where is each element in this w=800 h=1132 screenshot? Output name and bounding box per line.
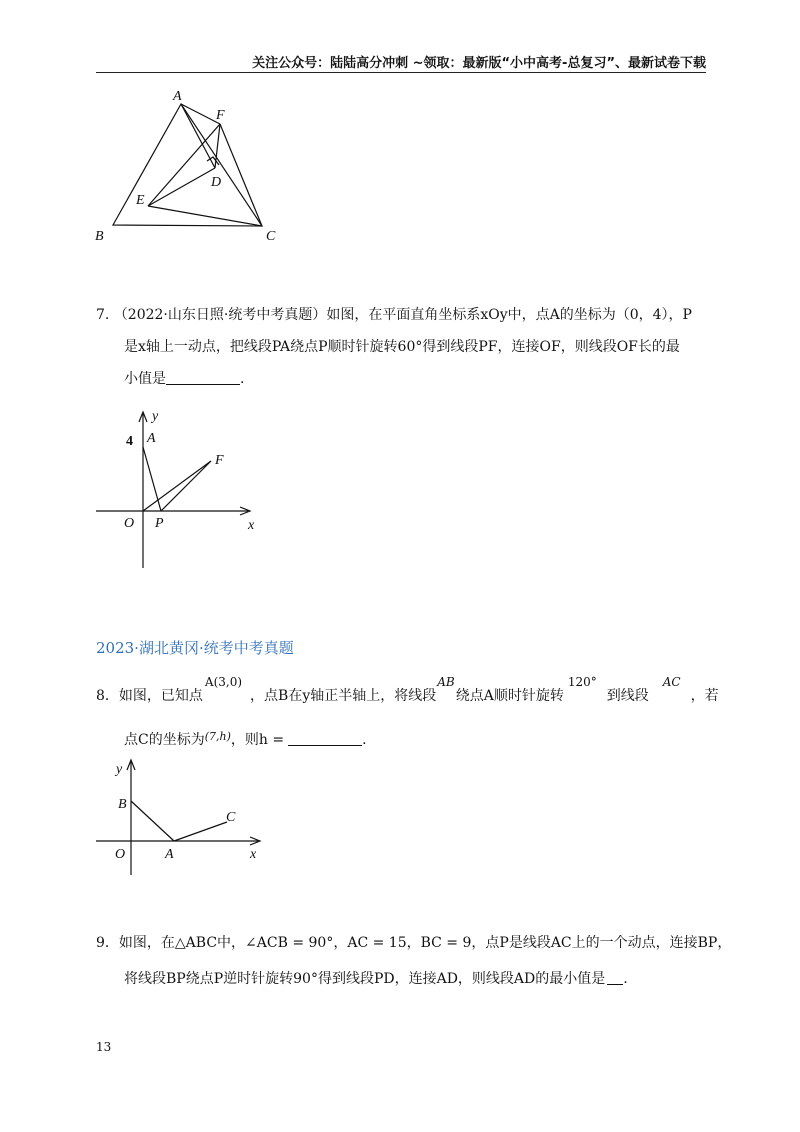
q7-line1: 7. （2022·山东日照·统考中考真题）如图，在平面直角坐标系xOy中，点A的坐标为（0，4），P — [96, 307, 692, 323]
label-c: C — [266, 229, 276, 244]
label-c: C — [226, 810, 236, 825]
label-f: F — [215, 453, 224, 468]
q7-line3-text: 小值是 — [124, 371, 166, 387]
segment-ba — [131, 801, 174, 841]
label-a: A — [147, 431, 156, 446]
label-y: y — [152, 409, 159, 424]
q8-text-a: 8．如图，已知点 — [96, 688, 203, 704]
label-o: O — [115, 847, 126, 862]
segment-ac — [174, 822, 227, 841]
q9-answer-blank[interactable] — [607, 970, 623, 985]
label-a: A — [173, 89, 182, 104]
q8-segment-ab: AB — [437, 675, 455, 689]
label-x: x — [248, 518, 255, 533]
label-e: E — [136, 193, 145, 208]
q9-line2 — [124, 969, 628, 989]
q9-line2-text: 将线段BP绕点P逆时针旋转90°得到线段PD，连接AD，则线段AD的最小值是 — [124, 971, 606, 987]
q9-line1: 9．如图，在△ABC中，∠ACB = 90°，AC = 15，BC = 9，点P是线段AC上的一个动点，连接BP， — [96, 935, 732, 951]
q8-text-e: ，若 — [690, 688, 719, 704]
label-p: P — [155, 516, 164, 531]
q8-text-c: 绕点A顺时针旋转 — [455, 688, 564, 704]
page-header: 关注公众号：陆陆高分冲刺 ~领取：最新版“小中高考-总复习”、最新试卷下载 — [252, 56, 706, 71]
label-b: B — [95, 229, 104, 244]
q8-text-d: 到线段 — [606, 688, 649, 704]
label-a: A — [165, 847, 174, 862]
label-four: 4 — [126, 434, 133, 449]
q8-line2-end: . — [362, 732, 367, 748]
q8-text-b: ，点B在y轴正半轴上，将线段 — [250, 688, 437, 704]
section-title: 2023·湖北黄冈·统考中考真题 — [96, 639, 294, 657]
q9-line2-end: . — [623, 971, 628, 987]
q8-coord-a: A(3,0) — [204, 675, 243, 689]
label-y: y — [116, 762, 123, 777]
label-x: x — [250, 847, 257, 862]
label-d: D — [211, 175, 222, 190]
q8-segment-ac: AC — [662, 675, 681, 689]
q8-line2-coord: (7,h) — [204, 730, 231, 743]
q8-line2-text-b: ，则h = — [230, 732, 285, 748]
label-o: O — [124, 516, 135, 531]
page-number: 13 — [96, 1040, 112, 1054]
label-b: B — [118, 797, 127, 812]
q8-angle: 120° — [567, 675, 597, 689]
q7-line3-end: . — [240, 371, 245, 387]
label-f: F — [216, 108, 225, 123]
q7-line2: 是x轴上一动点，把线段PA绕点P顺时针旋转60°得到线段PF，连接OF，则线段OF长的最 — [124, 339, 680, 355]
q8-line2-text-a: 点C的坐标为 — [124, 732, 205, 748]
